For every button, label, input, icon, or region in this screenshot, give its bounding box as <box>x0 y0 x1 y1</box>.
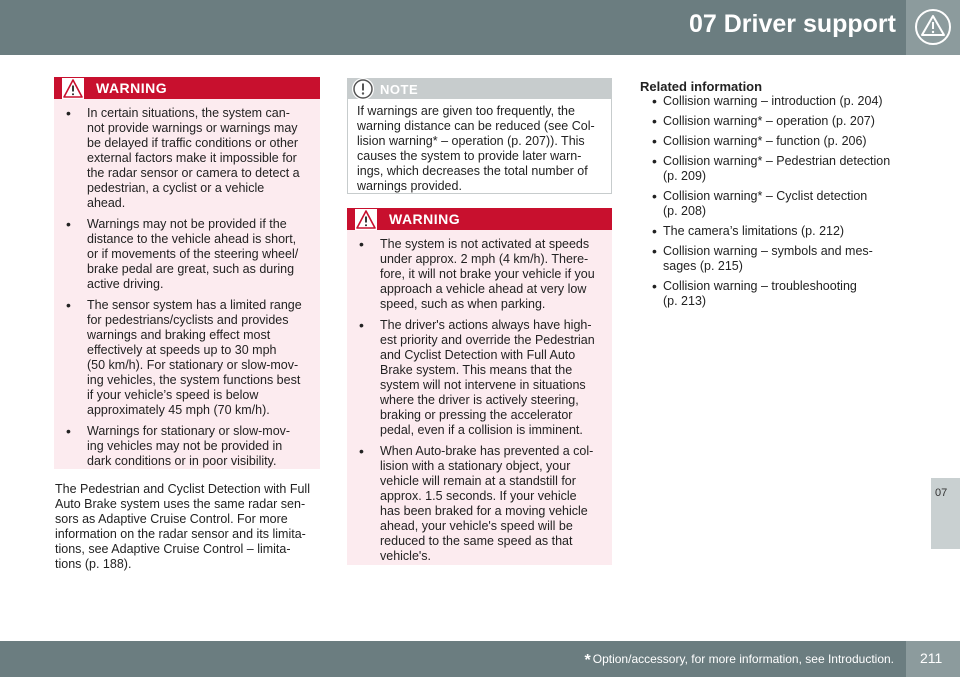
side-tab-label: 07 <box>935 487 948 499</box>
chapter-side-tab <box>931 478 960 549</box>
body-paragraph: The Pedestrian and Cyclist Detection with Full Auto Brake system uses the same radar sen- sors as Adaptive Cruise Control. For more information on the radar sensor and its limita- tions, see Adaptive Cruise Control – limita- tions (p. 188). <box>55 482 310 571</box>
chapter-title: 07 Driver support <box>688 10 896 38</box>
warning-item: • The system is not activated at speeds under approx. 2 mph (4 km/h). There- fore, it will not brake your vehicle if you approach a vehicle ahead at very low speed, such as when parking. <box>347 237 606 312</box>
chapter-icon-box <box>906 0 960 55</box>
warning-label: WARNING <box>96 80 168 96</box>
note-text: If warnings are given too frequently, the warning distance can be reduced (see Col- lision warning* – operation (p. 207)). This causes the system to provide later warn- ings, which decreases the total number of warnings provided. <box>357 104 595 193</box>
related-link[interactable]: • Collision warning – troubleshooting (p. 213) <box>640 279 915 309</box>
warning-item: • Warnings for stationary or slow-mov- ing vehicles may not be provided in dark conditions or in poor visibility. <box>54 424 312 469</box>
related-information <box>640 79 915 314</box>
warning-item: • In certain situations, the system can- not provide warnings or warnings may be delayed if traffic conditions or other external factors make it impossible for the radar sensor or camera to detect a pedestrian, a cyclist or a vehicle ahead. <box>54 106 312 211</box>
page-number: 211 <box>920 650 943 666</box>
related-link[interactable]: • Collision warning* – function (p. 206) <box>640 134 915 149</box>
asterisk-marker: * <box>584 652 591 669</box>
side-margin <box>931 55 960 478</box>
related-link[interactable]: • Collision warning* – Cyclist detection (p. 208) <box>640 189 915 219</box>
note-icon-box <box>352 78 374 100</box>
page-footer <box>0 641 960 677</box>
warning-triangle-icon <box>62 78 84 99</box>
warning-list <box>347 237 612 564</box>
footer-note <box>585 652 894 670</box>
related-list <box>640 94 915 309</box>
left-warning-box <box>54 77 320 469</box>
related-link[interactable]: • Collision warning* – Pedestrian detection (p. 209) <box>640 154 915 184</box>
related-link[interactable]: • Collision warning* – operation (p. 207) <box>640 114 915 129</box>
warning-triangle-icon <box>355 209 377 230</box>
warning-header <box>347 208 612 230</box>
note-box <box>347 78 612 194</box>
warning-label: WARNING <box>389 211 461 227</box>
warning-list <box>54 106 320 469</box>
note-header <box>348 79 611 99</box>
info-icon <box>352 78 374 100</box>
warning-item: • When Auto-brake has prevented a col- lision with a stationary object, your vehicle will remain at a standstill for approx. 1.5 seconds. If your vehicle has been braked for a moving vehicle ahead, your vehicle's speed will be reduced to the same speed as that vehicle's. <box>347 444 606 564</box>
related-link[interactable]: • The camera’s limitations (p. 212) <box>640 224 915 239</box>
related-link[interactable]: • Collision warning – symbols and mes- sages (p. 215) <box>640 244 915 274</box>
warning-item: • Warnings may not be provided if the distance to the vehicle ahead is short, or if movements of the steering wheel/ brake pedal are great, such as during active driving. <box>54 217 312 292</box>
warning-triangle-icon <box>914 8 952 46</box>
warning-header <box>54 77 320 99</box>
warning-icon-box <box>62 78 84 99</box>
footer-note-text: Option/accessory, for more information, see Introduction. <box>592 652 894 666</box>
warning-item: • The sensor system has a limited range for pedestrians/cyclists and provides warnings and braking effect most effectively at speeds up to 30 mph (50 km/h). For stationary or slow-mov- ing vehicles, the system functions best if your vehicle’s speed is below approximately 45 mph (70 km/h). <box>54 298 312 418</box>
note-label: NOTE <box>380 82 419 97</box>
page-header <box>0 0 960 55</box>
related-link[interactable]: • Collision warning – introduction (p. 204) <box>640 94 915 109</box>
warning-item: • The driver's actions always have high- est priority and override the Pedestrian and Cyclist Detection with Full Auto Brake system. This means that the system will not intervene in situations where the driver is actively steering, braking or pressing the accelerator pedal, even if a collision is imminent. <box>347 318 606 438</box>
page-number-box <box>906 641 960 677</box>
related-heading: Related information <box>640 79 763 94</box>
warning-icon-box <box>355 209 377 230</box>
middle-warning-box <box>347 208 612 565</box>
